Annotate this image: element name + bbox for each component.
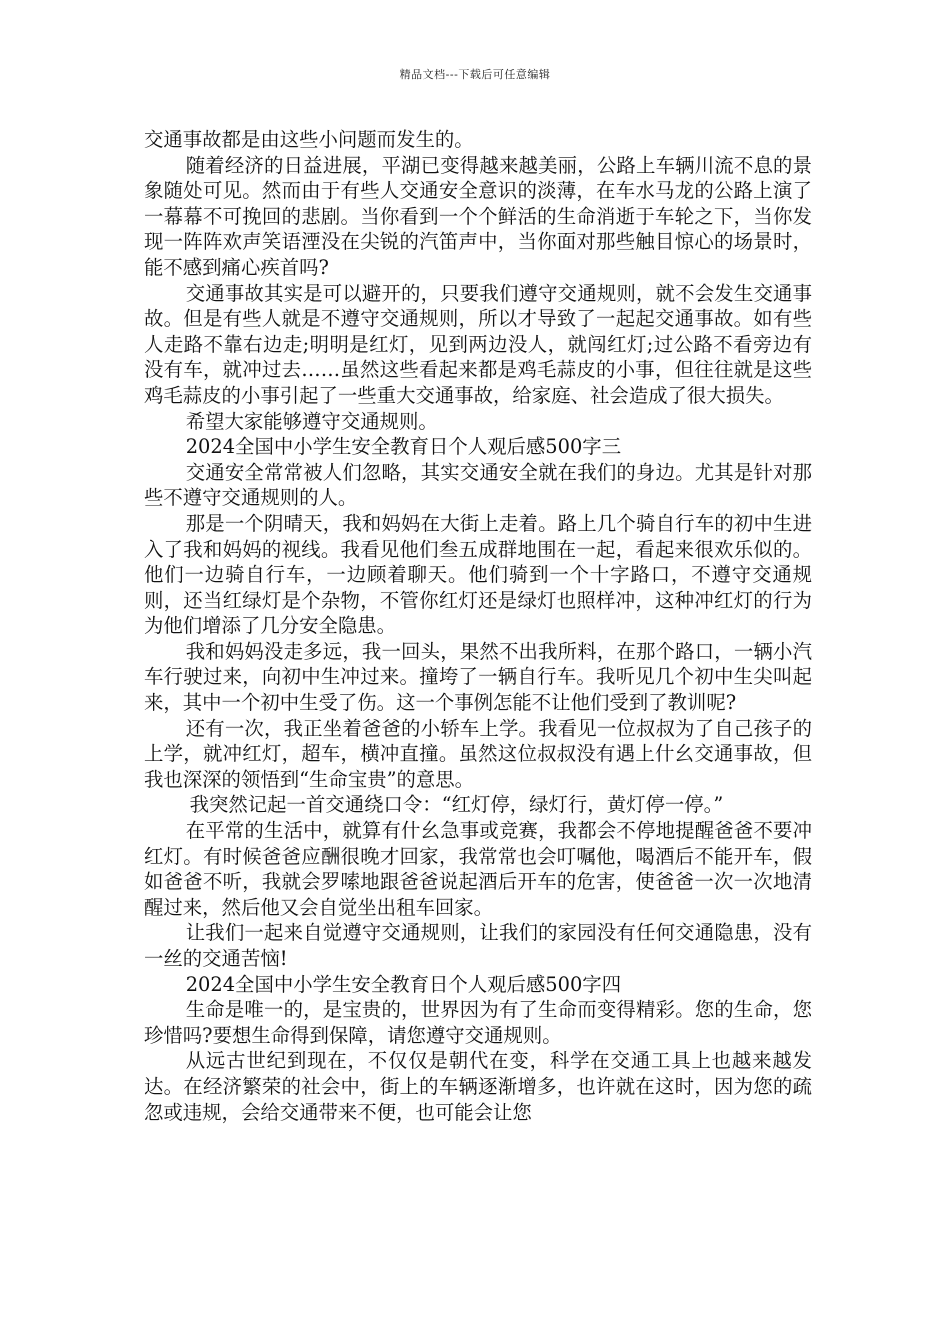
paragraph: 我突然记起一首交通绕口令：“红灯停，绿灯行，黄灯停一停。” bbox=[189, 793, 724, 817]
paragraph: 让我们一起来自觉遵守交通规则，让我们的家园没有任何交通隐患，没有一丝的交通苦恼! bbox=[144, 921, 812, 970]
paragraph: 交通事故都是由这些小问题而发生的。 bbox=[144, 128, 474, 151]
paragraph: 交通事故其实是可以避开的，只要我们遵守交通规则，就不会发生交通事故。但是有些人就是不遵守交通规则，所以才导致了一起起交通事故。如有些人走路不靠右边走;明明是红灯，见到两边没人，就闯红灯;过公路不看旁边有没有车，就冲过去……虽然这些看起来都是鸡毛蒜皮的小事，但往往就是这些鸡毛蒜皮的小事引起了一些重大交通事故，给家庭、社会造成了很大损失。 bbox=[144, 281, 812, 407]
paragraph: 我和妈妈没走多远，我一回头，果然不出我所料，在那个路口，一辆小汽车行驶过来，向初中生冲过来。撞垮了一辆自行车。我听见几个初中生尖叫起来，其中一个初中生受了伤。这一个事例怎能不让他们受到了教训呢? bbox=[144, 639, 812, 715]
paragraph: 从远古世纪到现在，不仅仅是朝代在变，科学在交通工具上也越来越发达。在经济繁荣的社会中，街上的车辆逐渐增多，也许就在这时，因为您的疏忽或违规，会给交通带来不便，也可能会让您 bbox=[144, 1049, 812, 1124]
paragraph: 随着经济的日益进展，平湖已变得越来越美丽，公路上车辆川流不息的景象随处可见。然而由于有些人交通安全意识的淡薄，在车水马龙的公路上演了一幕幕不可挽回的悲剧。当你看到一个个鲜活的生命消逝于车轮之下，当你发现一阵阵欢声笑语湮没在尖锐的汽笛声中，当你面对那些触目惊心的场景时，能不感到痛心疾首吗? bbox=[144, 153, 812, 279]
paragraph: 生命是唯一的，是宝贵的，世界因为有了生命而变得精彩。您的生命，您珍惜吗?要想生命得到保障，请您遵守交通规则。 bbox=[144, 998, 812, 1047]
paragraph: 还有一次，我正坐着爸爸的小轿车上学。我看见一位叔叔为了自己孩子的上学，就冲红灯，超车，横冲直撞。虽然这位叔叔没有遇上什幺交通事故，但我也深深的领悟到“生命宝贵”的意思。 bbox=[144, 716, 812, 791]
paragraph: 那是一个阴晴天，我和妈妈在大街上走着。路上几个骑自行车的初中生进入了我和妈妈的视线。我看见他们叁五成群地围在一起，看起来很欢乐似的。他们一边骑自行车，一边顾着聊天。他们骑到一个十字路口，不遵守交通规则，还当红绿灯是个杂物，不管你红灯还是绿灯也照样冲，这种冲红灯的行为为他们增添了几分安全隐患。 bbox=[144, 511, 812, 638]
page-header: 精品文档---下载后可任意编辑 bbox=[399, 68, 551, 81]
section-heading: 2024全国中小学生安全教育日个人观后感500字四 bbox=[185, 972, 622, 996]
document-body bbox=[144, 127, 812, 1125]
paragraph: 希望大家能够遵守交通规则。 bbox=[185, 409, 438, 433]
section-heading: 2024全国中小学生安全教育日个人观后感500字三 bbox=[185, 435, 622, 459]
paragraph: 在平常的生活中，就算有什幺急事或竞赛，我都会不停地提醒爸爸不要冲红灯。有时候爸爸应酬很晚才回家，我常常也会叮嘱他，喝酒后不能开车，假如爸爸不听，我就会罗嗦地跟爸爸说起酒后开车的危害，使爸爸一次一次地清醒过来，然后他又会自觉坐出租车回家。 bbox=[144, 819, 812, 919]
paragraph: 交通安全常常被人们忽略，其实交通安全就在我们的身边。尤其是针对那些不遵守交通规则的人。 bbox=[144, 460, 812, 510]
